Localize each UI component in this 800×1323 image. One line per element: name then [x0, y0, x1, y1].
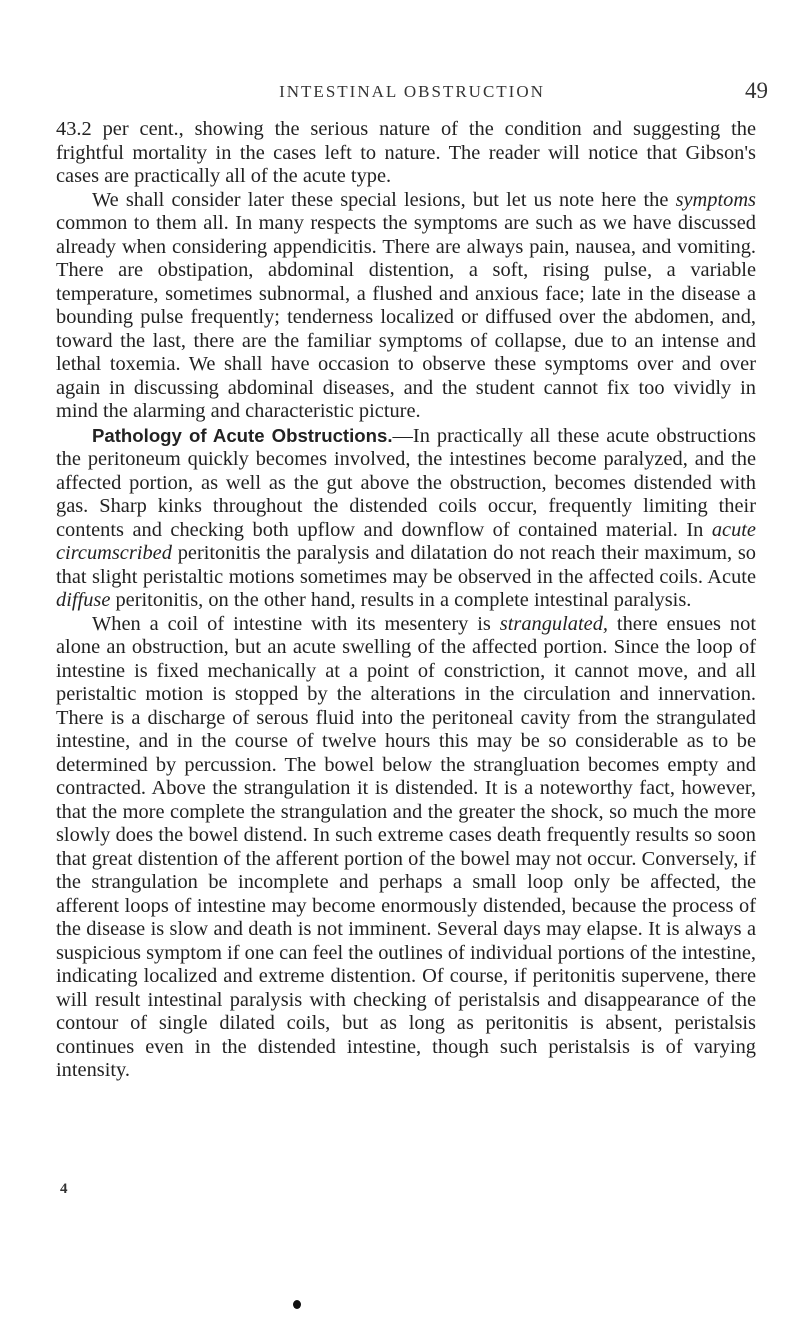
text-run: We shall consider later these special lesions, but let us note here the: [92, 188, 676, 211]
running-header: [56, 78, 768, 108]
page-number: 49: [745, 78, 768, 103]
paragraph: [56, 613, 756, 1083]
text-run: When a coil of intestine with its mesentery is: [92, 612, 500, 635]
text-run: —In practically all these acute obstructions the peritoneum quickly becomes involved, the intestines become paralyzed, and the affected portion, as well as the gut above the obstruction, becomes distended with gas. Sharp kinks throughout the distended coils occur, frequently limiting their contents and checking both upflow and downflow of contained material. In: [56, 424, 756, 541]
paragraph: [56, 424, 756, 613]
italic-term: strangulated,: [499, 612, 608, 635]
italic-term: symptoms: [675, 188, 756, 211]
paragraph: [56, 118, 756, 189]
paragraph: [56, 189, 756, 424]
text-body: [56, 118, 756, 1083]
italic-term: diffuse: [56, 589, 111, 611]
printer-mark-dot: [293, 1300, 301, 1309]
italic-term: acute circumscribed: [56, 518, 756, 564]
text-run: peritonitis, on the other hand, results in a complete intestinal paralysis.: [110, 589, 692, 611]
text-run: common to them all. In many respects the symptoms are such as we have discussed already when considering appendicitis. There are always pain, nausea, and vomiting. There are obstipation, abdominal distention, a soft, rising pulse, a variable temperature, sometimes subnormal, a flushed and anxious face; late in the disease a bounding pulse frequently; tenderness localized or diffused over the abdomen, and, toward the last, there are the familiar symptoms of collapse, due to an intense and lethal toxemia. We shall have occasion to observe these symptoms over and over again in discussing abdominal diseases, and the student cannot fix too vividly in mind the alarming and characteristic picture.: [56, 212, 756, 422]
text-run: there ensues not alone an obstruction, but an acute swelling of the affected portion. Since the loop of intestine is fixed mechanically at a point of constriction, it cannot move, and all peristaltic motion is stopped by the alterations in the circulation and innervation. There is a discharge of serous fluid into the peritoneal cavity from the strangulated intestine, and in the course of twelve hours this may be so considerable as to be determined by percussion. The bowel below the strangluation becomes empty and contracted. Above the strangulation it is distended. It is a noteworthy fact, however, that the more complete the strangulation and the greater the shock, so much the more slowly does the bowel distend. In such extreme cases death frequently results so soon that great distention of the afferent portion of the bowel may not occur. Conversely, if the strangulation be incomplete and perhaps a small loop only be affected, the afferent loops of intestine may become enormously distended, because the process of the disease is slow and death is not imminent. Several days may elapse. It is always a suspicious symptom if one can feel the outlines of individual portions of the intestine, indicating localized and extreme distention. Of course, if peritonitis supervene, there will result intestinal paralysis with checking of peristalsis and disappearance of the contour of single dilated coils, but as long as peritonitis is absent, peristalsis continues even in the distended intestine, though such peristalsis is of varying intensity.: [56, 612, 756, 1081]
signature-mark: 4: [60, 1181, 68, 1197]
text-run: 43.2 per cent., showing the serious nature of the condition and suggesting the frightful mortality in the cases left to nature. The reader will notice that Gibson's cases are practically all of the acute type.: [56, 118, 756, 187]
text-run: peritonitis the paralysis and dilatation do not reach their maximum, so that slight peristaltic motions sometimes may be observed in the affected coils. Acute: [56, 542, 756, 588]
section-heading: Pathology of Acute Obstructions.: [92, 424, 393, 446]
running-title: INTESTINAL OBSTRUCTION: [279, 82, 545, 101]
